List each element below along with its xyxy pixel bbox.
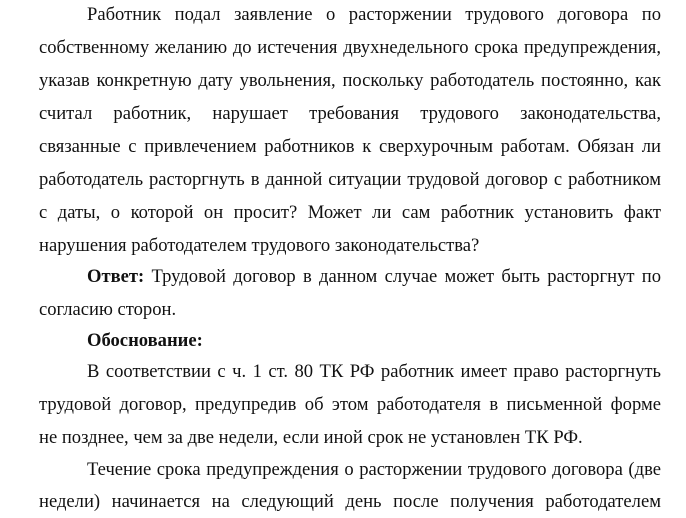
justification-heading: Обоснование: [87, 330, 203, 351]
answer-label: Ответ: [87, 266, 145, 287]
justification-line-2: трудовой договор, предупредив об этом работодателя в письменной форме [39, 394, 661, 415]
question-line-6: работодатель расторгнуть в данной ситуации трудовой договор с работником [39, 169, 661, 190]
justification-line-3: не позднее, чем за две недели, если иной срок не установлен ТК РФ. [39, 427, 583, 448]
question-line-4: считал работник, нарушает требования трудового законодательства, [39, 103, 661, 124]
question-line-7: с даты, о которой он просит? Может ли сам работник установить факт [39, 202, 661, 223]
answer-text: Трудовой договор в данном случае может быть расторгнут по [151, 266, 661, 287]
question-line-8: нарушения работодателем трудового законодательства? [39, 235, 480, 256]
question-line-3: указав конкретную дату увольнения, поскольку работодатель постоянно, как [39, 70, 661, 91]
justification-line-1: В соответствии с ч. 1 ст. 80 ТК РФ работник имеет право расторгнуть [87, 361, 661, 382]
answer-line-2: согласию сторон. [39, 299, 177, 320]
notice-line-2: недели) начинается на следующий день после получения работодателем [39, 491, 661, 512]
question-line-5: связанные с привлечением работников к сверхурочным работам. Обязан ли [39, 136, 661, 157]
question-line-2: собственному желанию до истечения двухнедельного срока предупреждения, [39, 37, 661, 58]
answer-line-1 [87, 262, 661, 292]
notice-line-1: Течение срока предупреждения о расторжении трудового договора (две [87, 459, 661, 480]
question-line-1: Работник подал заявление о расторжении трудового договора по [87, 4, 661, 25]
